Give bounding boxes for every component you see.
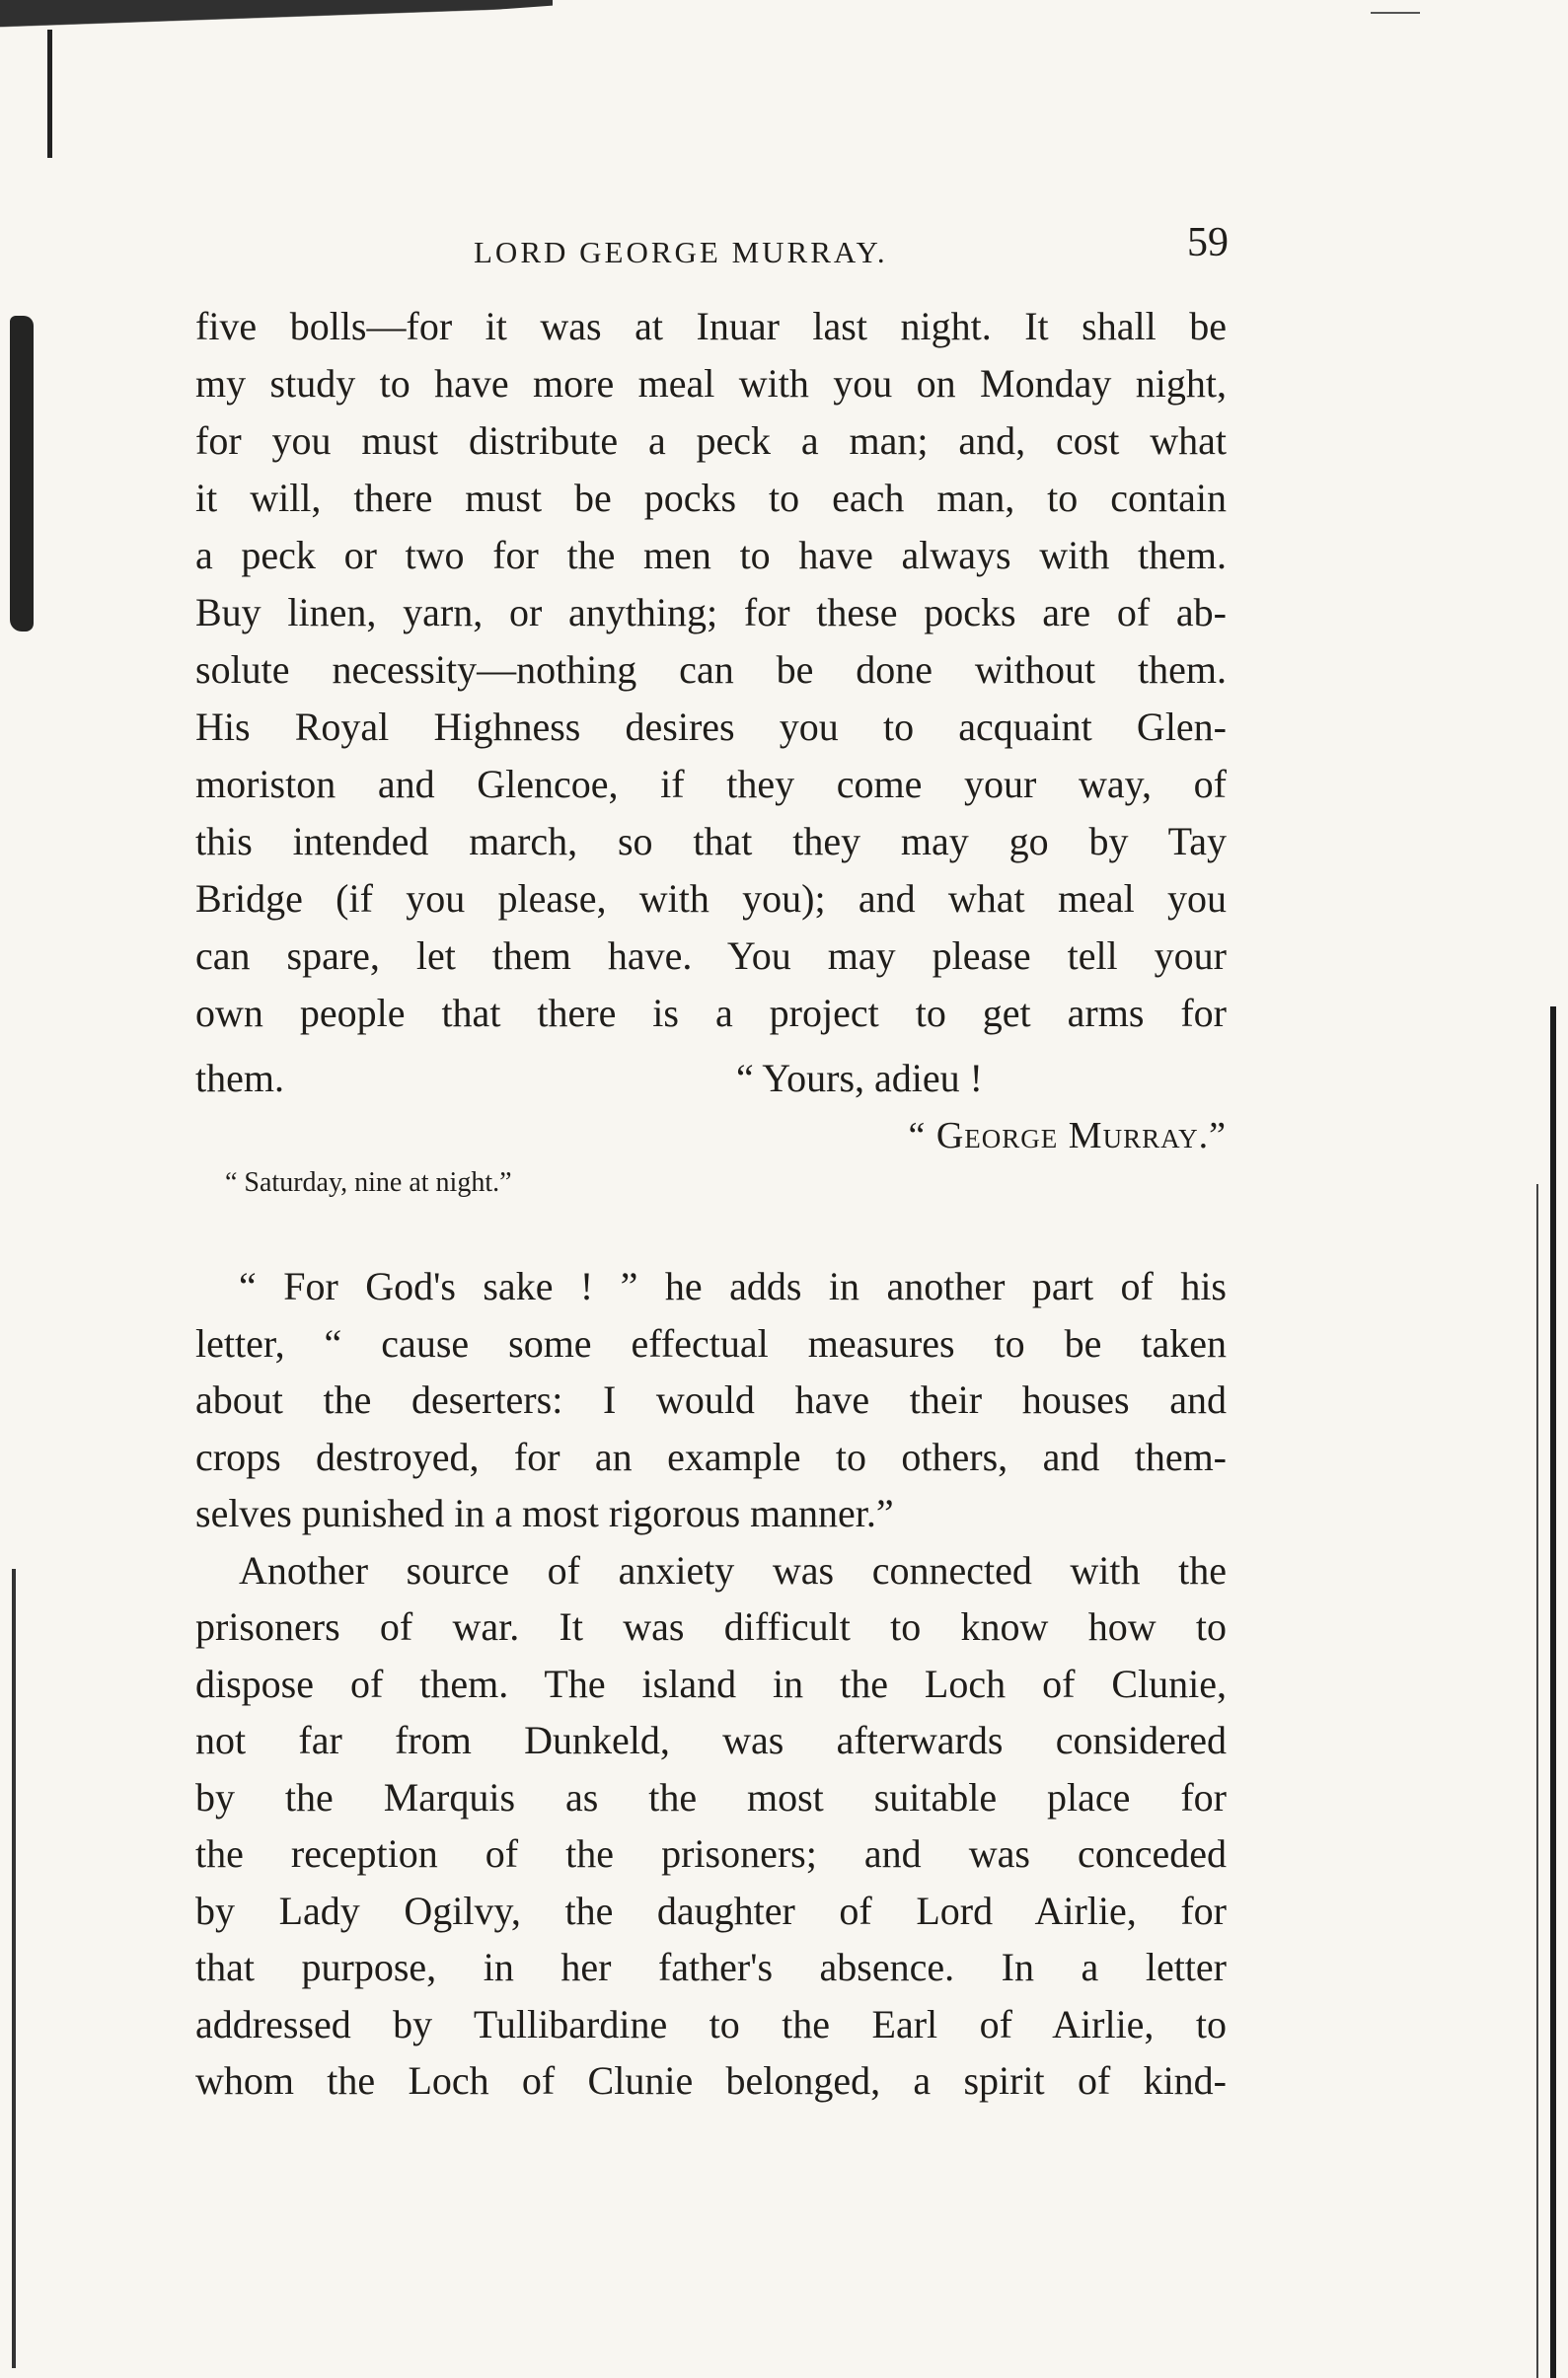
text-line: Buy linen, yarn, or anything; for these pocks are of ab- — [195, 590, 1227, 634]
text-line: that purpose, in her father's absence. In a letter — [195, 1945, 1227, 1989]
text-line: five bolls—for it was at Inuar last night. It shall be — [195, 304, 1227, 348]
closing-farewell: “ Yours, adieu ! — [736, 1056, 983, 1100]
ink-smudge-top-left — [0, 0, 553, 69]
paragraphs-continuation — [195, 1258, 1227, 2110]
text-line: selves punished in a most rigorous manner.” — [195, 1491, 894, 1535]
text-line: prisoners of war. It was difficult to know how to — [195, 1604, 1227, 1649]
letter-closing — [195, 1050, 1227, 1107]
text-line: His Royal Highness desires you to acquaint Glen- — [195, 705, 1227, 749]
letter-dateline: “ Saturday, nine at night.” — [225, 1167, 512, 1198]
text-line: solute necessity—nothing can be done without them. — [195, 647, 1227, 692]
text-line: dispose of them. The island in the Loch of Clunie, — [195, 1661, 1227, 1706]
closing-word: them. — [195, 1056, 284, 1100]
text-line: Bridge (if you please, with you); and what meal you — [195, 876, 1227, 921]
text-line: moriston and Glencoe, if they come your way, of — [195, 762, 1227, 806]
text-line: this intended march, so that they may go by Tay — [195, 819, 1227, 863]
ink-mark-top-left — [47, 30, 52, 158]
text-line: “ For God's sake ! ” he adds in another part of his — [239, 1264, 1227, 1308]
ink-mark-top-right — [1371, 12, 1420, 14]
running-title: LORD GEORGE MURRAY. — [474, 235, 888, 269]
text-line: my study to have more meal with you on Monday night, — [195, 361, 1227, 406]
text-line: whom the Loch of Clunie belonged, a spirit of kind- — [195, 2058, 1227, 2103]
page-number: 59 — [1187, 220, 1229, 265]
text-line: by Lady Ogilvy, the daughter of Lord Airlie, for — [195, 1888, 1227, 1933]
page-edge-right-inner — [1536, 1184, 1538, 2378]
text-line: letter, “ cause some effectual measures to be taken — [195, 1320, 1227, 1366]
text-line: by the Marquis as the most suitable place for — [195, 1774, 1227, 1820]
text-line: about the deserters: I would have their houses and — [195, 1377, 1227, 1422]
text-line: a peck or two for the men to have always with them. — [195, 533, 1227, 577]
letter-signature: “ George Murray.” — [908, 1115, 1227, 1156]
text-line: for you must distribute a peck a man; and, cost what — [195, 418, 1227, 463]
text-line: not far from Dunkeld, was afterwards considered — [195, 1718, 1227, 1762]
ink-smudge-left — [10, 316, 34, 632]
paragraph-letter-body — [195, 298, 1227, 1042]
text-line: can spare, let them have. You may please tell your — [195, 933, 1227, 978]
page-header — [192, 219, 1229, 278]
text-line: it will, there must be pocks to each man, to contain — [195, 476, 1227, 520]
text-line: own people that there is a project to get arms for — [195, 991, 1227, 1035]
text-line: crops destroyed, for an example to others, and them- — [195, 1434, 1227, 1479]
text-line: addressed by Tullibardine to the Earl of Airlie, to — [195, 2001, 1227, 2046]
text-line: Another source of anxiety was connected with the — [239, 1547, 1227, 1593]
page-edge-right — [1550, 1006, 1556, 2378]
page-edge-left — [12, 1569, 16, 2368]
text-line: the reception of the prisoners; and was conceded — [195, 1831, 1227, 1876]
